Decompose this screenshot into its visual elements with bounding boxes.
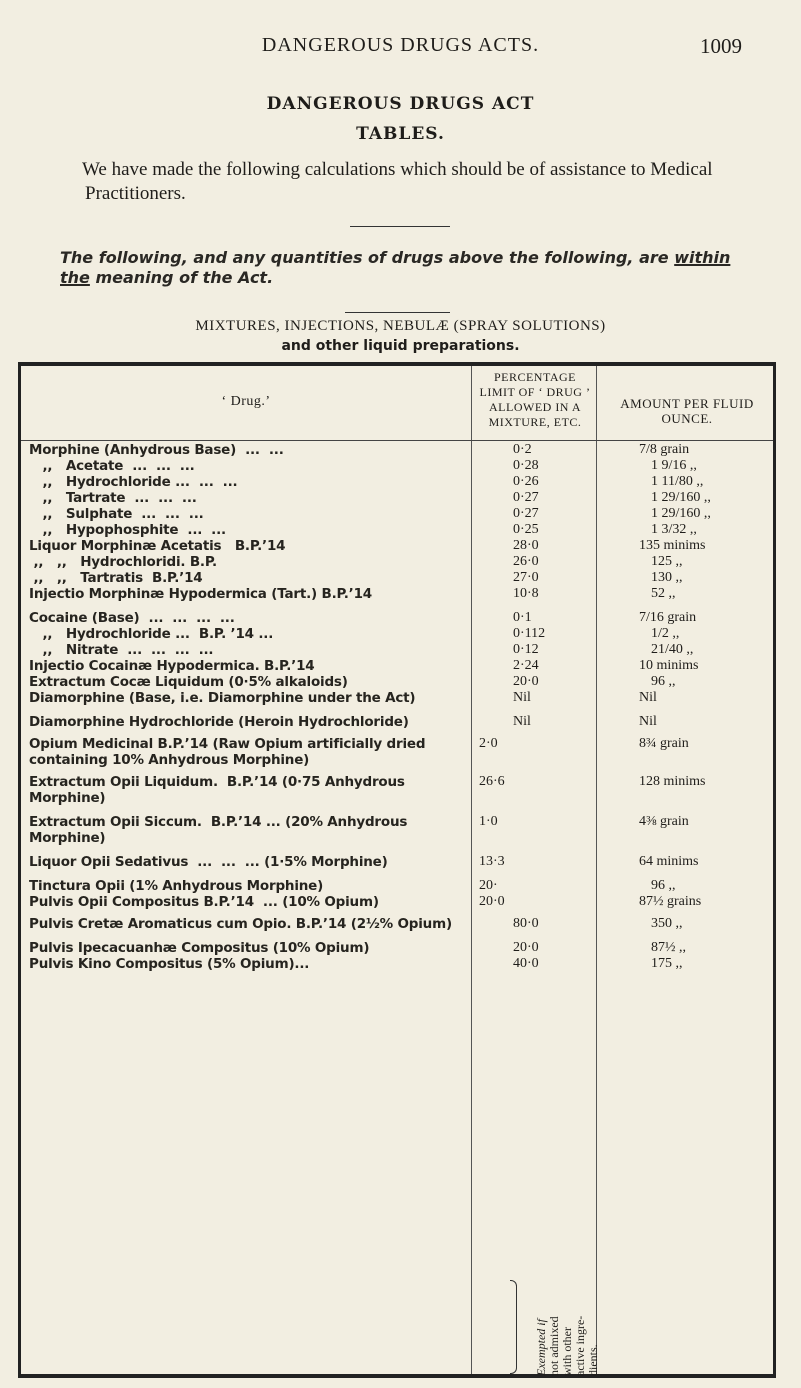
drug-cell: ,, Acetate ... ... ...: [29, 458, 195, 474]
notice-underlined: within the: [60, 248, 731, 287]
amount-cell: 1 29/160 ,,: [651, 506, 711, 521]
table-row: [21, 916, 773, 932]
percentage-cell: 0·1: [513, 610, 532, 625]
amount-cell: 130 ,,: [651, 570, 683, 585]
exempt-note-line: not admixed: [547, 1316, 561, 1376]
drug-cell: Diamorphine (Base, i.e. Diamorphine under the Act): [29, 690, 416, 706]
table-row: [21, 736, 773, 768]
table-row: [21, 458, 773, 474]
amount-cell: 8¾ grain: [639, 736, 689, 751]
exempt-note-line: active ingre-: [573, 1315, 587, 1376]
table-header: [21, 366, 773, 441]
drug-cell: ,, ,, Hydrochloridi. B.P.: [29, 554, 217, 570]
percentage-cell: 40·0: [513, 956, 539, 971]
intro-paragraph: We have made the following calculations which should be of assistance to Medical Practitioners.: [82, 159, 713, 204]
drug-cell: Liquor Opii Sedativus ... ... ... (1·5% Morphine): [29, 854, 388, 870]
percentage-cell: 10·8: [513, 586, 539, 601]
percentage-cell: Nil: [513, 714, 531, 729]
table-body: [21, 442, 773, 972]
percentage-cell: 13·3: [479, 854, 505, 869]
percentage-cell: 0·27: [513, 490, 539, 505]
running-head: DANGEROUS DRUGS ACTS.: [261, 34, 540, 56]
table-row: [21, 538, 773, 554]
percentage-cell: 20·0: [513, 940, 539, 955]
section-heading: MIXTURES, INJECTIONS, NEBULÆ (SPRAY SOLUTIONS): [195, 318, 606, 334]
exempt-note-line: Exempted if: [534, 1319, 548, 1376]
table-row: [21, 474, 773, 490]
table-row: [21, 554, 773, 570]
percentage-cell: 20·: [479, 878, 498, 893]
drug-cell: Pulvis Cretæ Aromaticus cum Opio. B.P.’14 (2½% Opium): [29, 916, 452, 932]
table-row: [21, 642, 773, 658]
table-row: [21, 570, 773, 586]
percentage-cell: 2·24: [513, 658, 539, 673]
percentage-cell: 20·0: [513, 674, 539, 689]
amount-cell: 7/16 grain: [639, 610, 697, 625]
table-row: [21, 940, 773, 956]
percentage-cell: 26·6: [479, 774, 505, 789]
amount-cell: 10 minims: [639, 658, 699, 673]
table-row: [21, 658, 773, 674]
table-row: [21, 690, 773, 706]
amount-cell: 52 ,,: [651, 586, 676, 601]
table-row: [21, 854, 773, 870]
divider: [345, 312, 450, 313]
amount-cell: 87½ grains: [639, 894, 702, 909]
table-row: [21, 714, 773, 730]
page-number: 1009: [700, 34, 742, 58]
header-drug: ‘ Drug.’: [221, 394, 271, 409]
amount-cell: 128 minims: [639, 774, 706, 789]
amount-cell: 125 ,,: [651, 554, 683, 569]
notice: [60, 248, 750, 288]
amount-cell: 96 ,,: [651, 878, 676, 893]
percentage-cell: 27·0: [513, 570, 539, 585]
percentage-cell: 2·0: [479, 736, 498, 751]
table-row: [21, 878, 773, 894]
amount-cell: 4⅜ grain: [639, 814, 689, 829]
section-subheading: and other liquid preparations.: [281, 338, 520, 354]
drug-cell: Diamorphine Hydrochloride (Heroin Hydrochloride): [29, 714, 409, 730]
drug-cell: ,, Hydrochloride ... B.P. ’14 ...: [29, 626, 274, 642]
brace: [510, 1280, 517, 1374]
percentage-cell: 20·0: [479, 894, 505, 909]
exempt-note-line: dients.: [586, 1344, 600, 1376]
table-row: [21, 522, 773, 538]
amount-cell: 1 9/16 ,,: [651, 458, 697, 473]
percentage-cell: 80·0: [513, 916, 539, 931]
amount-cell: Nil: [639, 690, 657, 705]
drug-cell: Liquor Morphinæ Acetatis B.P.’14: [29, 538, 286, 554]
amount-cell: 135 minims: [639, 538, 706, 553]
drug-cell: Extractum Cocæ Liquidum (0·5% alkaloids): [29, 674, 348, 690]
percentage-cell: 0·26: [513, 474, 539, 489]
amount-cell: Nil: [639, 714, 657, 729]
drug-cell: Pulvis Ipecacuanhæ Compositus (10% Opium): [29, 940, 370, 956]
table-row: [21, 774, 773, 806]
table-row: [21, 894, 773, 910]
amount-cell: 7/8 grain: [639, 442, 690, 457]
table-row: [21, 956, 773, 972]
table-row: [21, 610, 773, 626]
percentage-cell: 26·0: [513, 554, 539, 569]
drug-cell: ,, Nitrate ... ... ... ...: [29, 642, 214, 658]
notice-after: meaning of the Act.: [89, 268, 274, 287]
header-percentage: PERCENTAGE LIMIT OF ‘ DRUG ’ ALLOWED IN A MIXTURE, ETC.: [479, 370, 591, 429]
exempt-note: [535, 1316, 600, 1376]
notice-before: The following, and any quantities of drugs above the following, are: [60, 248, 675, 267]
amount-cell: 64 minims: [639, 854, 699, 869]
amount-cell: 1 11/80 ,,: [651, 474, 704, 489]
percentage-cell: 0·112: [513, 626, 546, 641]
percentage-cell: 28·0: [513, 538, 539, 553]
amount-cell: 350 ,,: [651, 916, 683, 931]
drug-cell: ,, Tartrate ... ... ...: [29, 490, 197, 506]
page-subtitle: TABLES.: [356, 124, 445, 144]
drug-cell: Cocaine (Base) ... ... ... ...: [29, 610, 235, 626]
drug-cell: ,, Sulphate ... ... ...: [29, 506, 204, 522]
amount-cell: 87½ ,,: [651, 940, 686, 955]
table-row: [21, 586, 773, 602]
table-row: [21, 674, 773, 690]
drug-cell: Opium Medicinal B.P.’14 (Raw Opium artificially dried containing 10% Anhydrous Morphine): [29, 736, 430, 768]
amount-cell: 175 ,,: [651, 956, 683, 971]
divider: [350, 226, 450, 227]
percentage-cell: 0·12: [513, 642, 539, 657]
table-row: [21, 490, 773, 506]
page-title: DANGEROUS DRUGS ACT: [266, 94, 535, 114]
percentage-cell: 0·28: [513, 458, 539, 473]
drug-cell: Pulvis Kino Compositus (5% Opium)...: [29, 956, 310, 972]
table-row: [21, 442, 773, 458]
percentage-cell: 1·0: [479, 814, 498, 829]
table-row: [21, 814, 773, 846]
drug-cell: Injectio Morphinæ Hypodermica (Tart.) B.P.’14: [29, 586, 372, 602]
drugs-table: [18, 362, 776, 1378]
amount-cell: 1 3/32 ,,: [651, 522, 697, 537]
drug-cell: ,, ,, Tartratis B.P.’14: [29, 570, 203, 586]
percentage-cell: Nil: [513, 690, 531, 705]
drug-cell: Tinctura Opii (1% Anhydrous Morphine): [29, 878, 324, 894]
drug-cell: ,, Hypophosphite ... ...: [29, 522, 226, 538]
drug-cell: Morphine (Anhydrous Base) ... ...: [29, 442, 284, 458]
percentage-cell: 0·25: [513, 522, 539, 537]
amount-cell: 96 ,,: [651, 674, 676, 689]
drug-cell: Extractum Opii Siccum. B.P.’14 ... (20% Anhydrous Morphine): [29, 814, 412, 846]
amount-cell: 1/2 ,,: [651, 626, 680, 641]
drug-cell: Extractum Opii Liquidum. B.P.’14 (0·75 Anhydrous Morphine): [29, 774, 410, 806]
table-row: [21, 626, 773, 642]
drug-cell: Injectio Cocainæ Hypodermica. B.P.’14: [29, 658, 315, 674]
exempt-note-line: with other: [560, 1327, 574, 1376]
amount-cell: 21/40 ,,: [651, 642, 694, 657]
drug-cell: ,, Hydrochloride ... ... ...: [29, 474, 238, 490]
percentage-cell: 0·27: [513, 506, 539, 521]
drug-cell: Pulvis Opii Compositus B.P.’14 ... (10% Opium): [29, 894, 379, 910]
amount-cell: 1 29/160 ,,: [651, 490, 711, 505]
header-amount: AMOUNT PER FLUID OUNCE.: [620, 396, 754, 426]
percentage-cell: 0·2: [513, 442, 532, 457]
table-row: [21, 506, 773, 522]
